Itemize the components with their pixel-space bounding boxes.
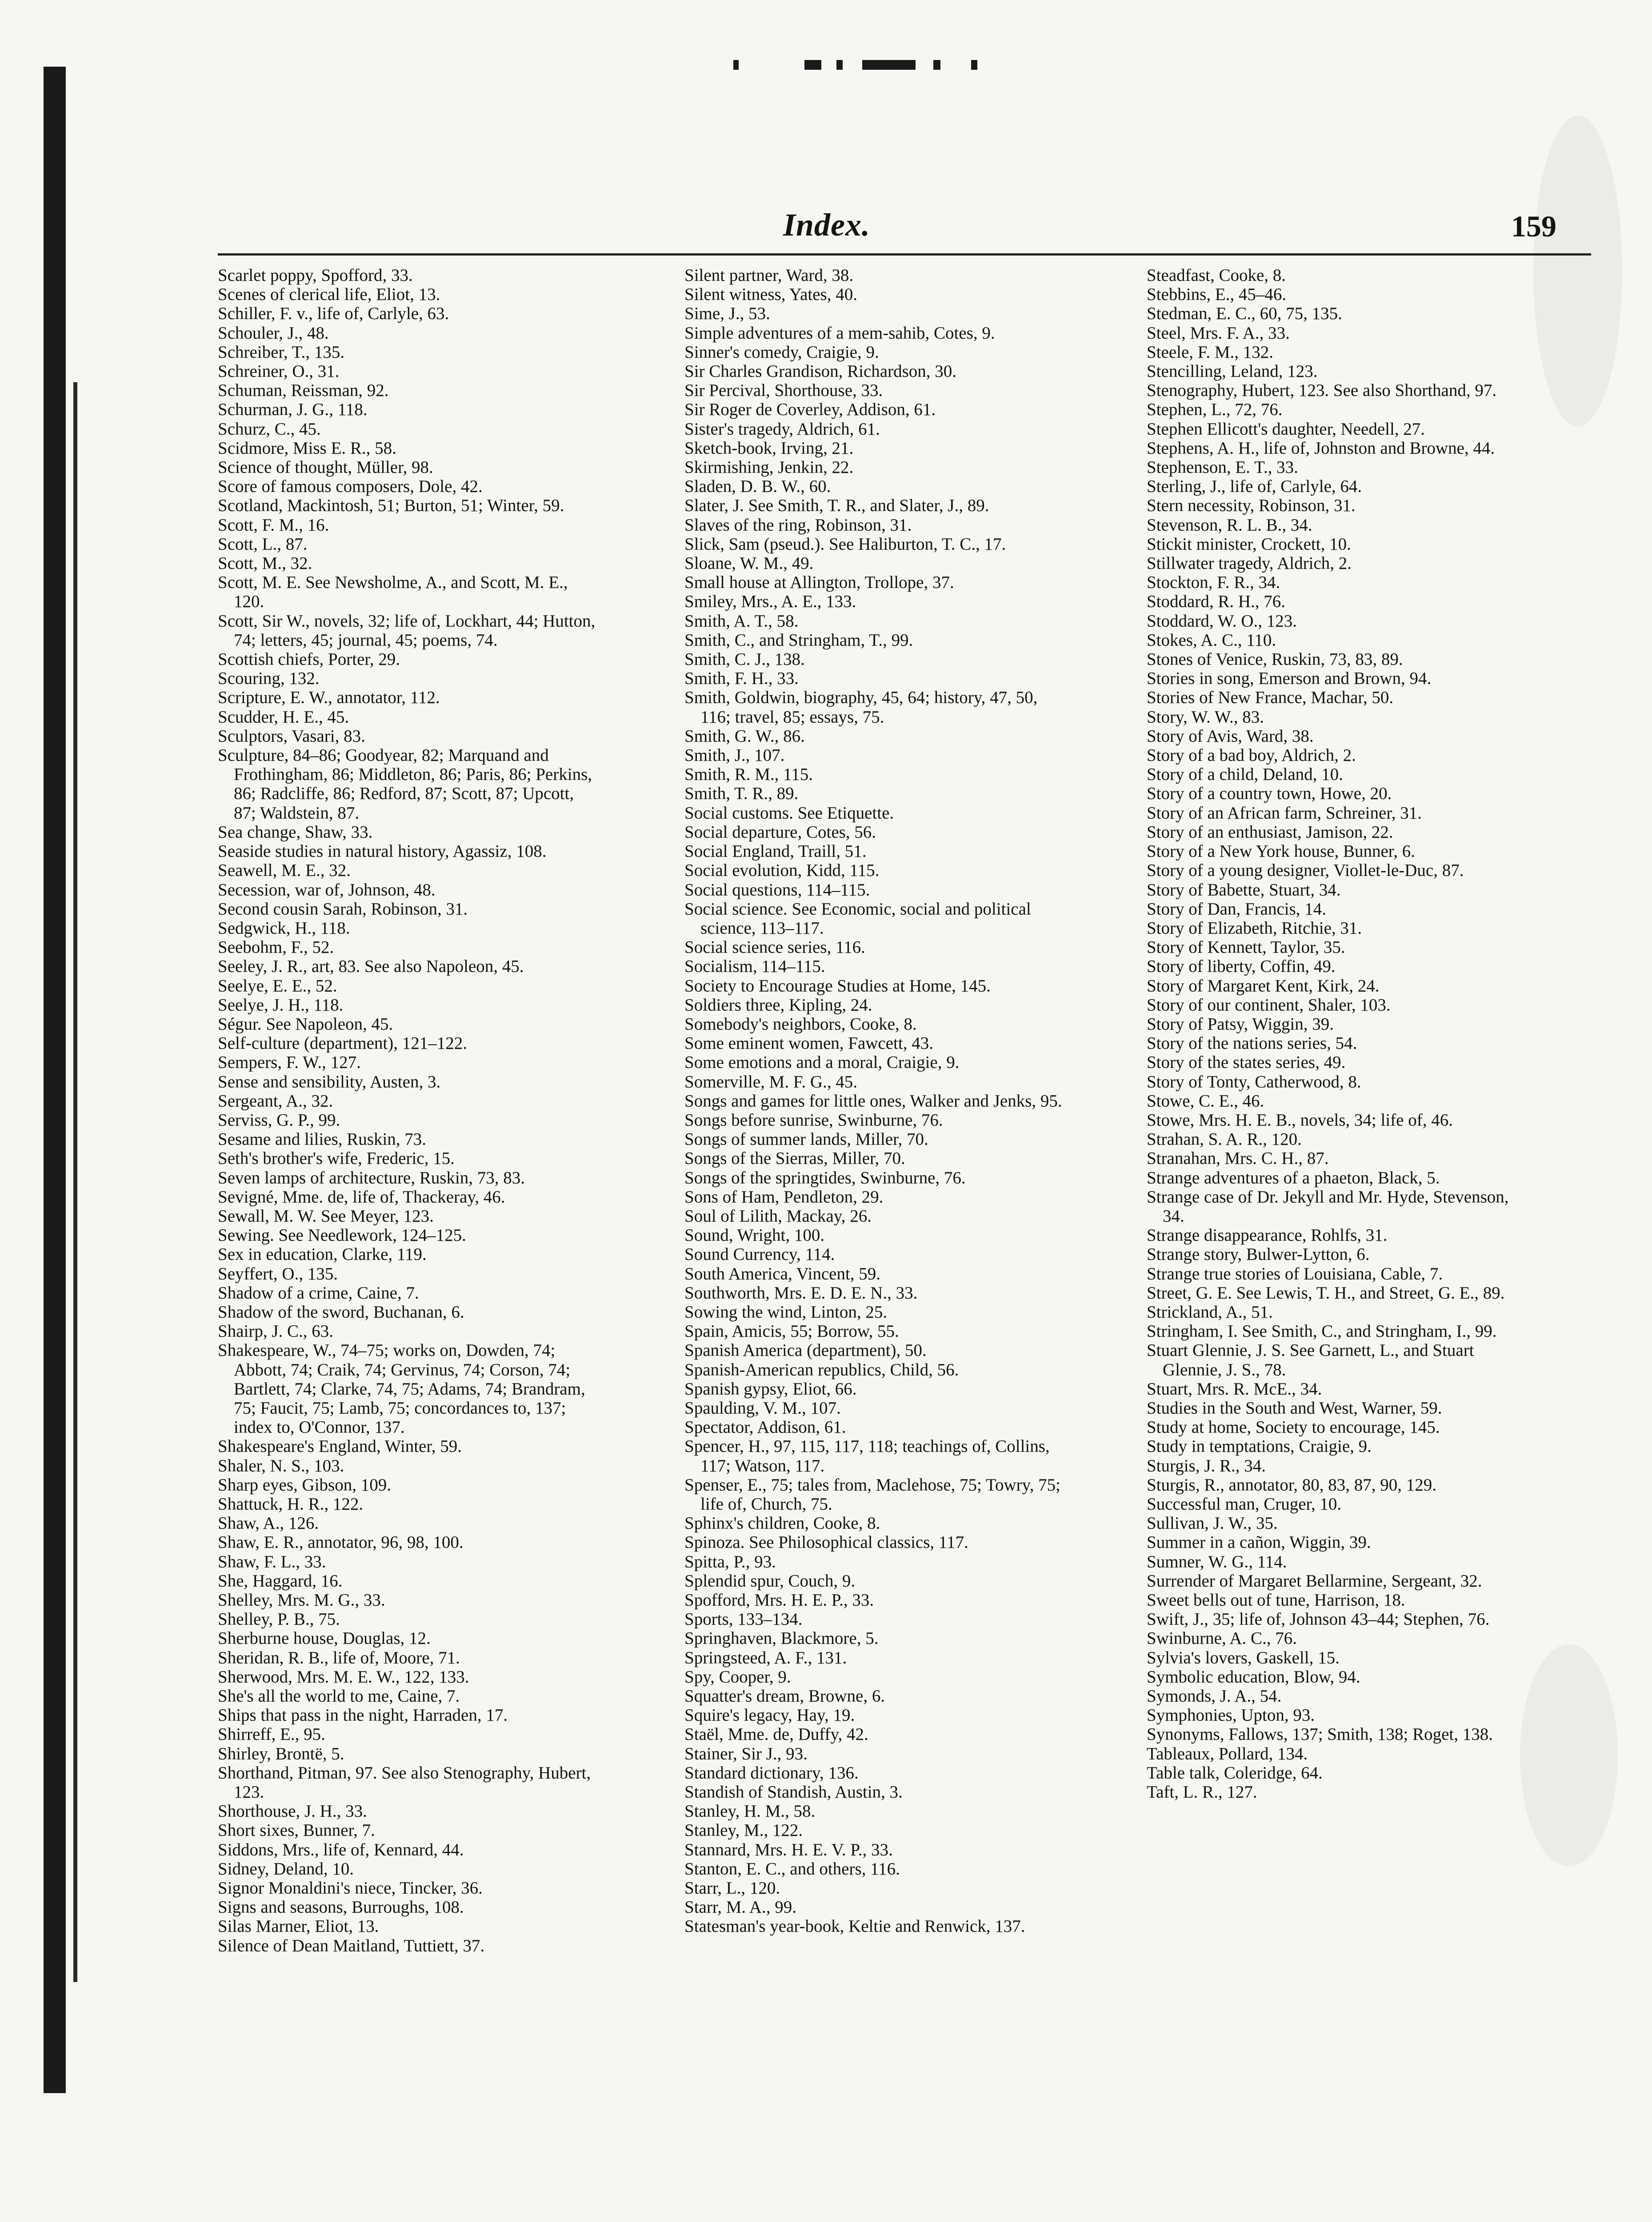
- index-entry: Short sixes, Bunner, 7.: [218, 1821, 375, 1840]
- index-entry: Spectator, Addison, 61.: [684, 1418, 846, 1437]
- index-entry: Stephen Ellicott's daughter, Needell, 27.: [1147, 419, 1425, 439]
- index-entry: Successful man, Cruger, 10.: [1147, 1495, 1342, 1514]
- index-entry: Sidney, Deland, 10.: [218, 1859, 354, 1878]
- index-entry: Stoddard, W. O., 123.: [1147, 611, 1297, 631]
- header-rule: [218, 253, 1591, 256]
- index-entry: Sculpture, 84–86; Goodyear, 82; Marquand and Frothingham, 86; Middleton, 86; Paris, 86; Perkins, 86; Radcliffe, 86; Redford, 87; Scott, 87; Upcott, 87; Waldstein, 87.: [218, 746, 592, 823]
- index-entry: Sinner's comedy, Craigie, 9.: [684, 342, 879, 362]
- index-entry: Smiley, Mrs., A. E., 133.: [684, 592, 856, 611]
- index-entry: Sewall, M. W. See Meyer, 123.: [218, 1206, 434, 1226]
- index-entry: Songs and games for little ones, Walker and Jenks, 95.: [684, 1091, 1062, 1111]
- index-entry: Sergeant, A., 32.: [218, 1091, 333, 1111]
- index-entry: Sterling, J., life of, Carlyle, 64.: [1147, 477, 1362, 496]
- index-entry: Shelley, Mrs. M. G., 33.: [218, 1591, 385, 1610]
- index-entry: Scotland, Mackintosh, 51; Burton, 51; Winter, 59.: [218, 496, 564, 516]
- index-entry: Scidmore, Miss E. R., 58.: [218, 438, 396, 458]
- index-entry: Sketch-book, Irving, 21.: [684, 438, 854, 458]
- index-entry: Study in temptations, Craigie, 9.: [1147, 1437, 1372, 1456]
- index-entry: Story of an enthusiast, Jamison, 22.: [1147, 822, 1393, 842]
- index-entry: Story of the states series, 49.: [1147, 1053, 1346, 1072]
- index-entry: Shelley, P. B., 75.: [218, 1610, 340, 1629]
- index-entry: Socialism, 114–115.: [684, 957, 825, 976]
- index-entry: Sheridan, R. B., life of, Moore, 71.: [218, 1648, 460, 1667]
- binding-edge-line: [73, 382, 77, 1982]
- index-entry: Swinburne, A. C., 76.: [1147, 1629, 1297, 1648]
- index-entry: Sea change, Shaw, 33.: [218, 822, 373, 842]
- index-entry: Summer in a cañon, Wiggin, 39.: [1147, 1533, 1371, 1552]
- index-entry: Story of liberty, Coffin, 49.: [1147, 957, 1336, 976]
- index-entry: Sedgwick, H., 118.: [218, 918, 350, 938]
- index-entry: Social departure, Cotes, 56.: [684, 822, 876, 842]
- index-entry: Scottish chiefs, Porter, 29.: [218, 650, 400, 669]
- index-entry: Spaulding, V. M., 107.: [684, 1398, 841, 1418]
- paper-stain: [1533, 116, 1622, 427]
- index-entry: Story of Kennett, Taylor, 35.: [1147, 938, 1345, 957]
- index-entry: Smith, Goldwin, biography, 45, 64; history, 47, 50, 116; travel, 85; essays, 75.: [684, 688, 1038, 727]
- index-entry: Seven lamps of architecture, Ruskin, 73, 83.: [218, 1168, 525, 1187]
- index-entry: Sons of Ham, Pendleton, 29.: [684, 1187, 884, 1207]
- print-registration-marks: [733, 60, 982, 70]
- index-entry: Scott, M., 32.: [218, 554, 312, 573]
- index-entry: Stencilling, Leland, 123.: [1147, 362, 1318, 381]
- index-entry: Scudder, H. E., 45.: [218, 707, 349, 727]
- index-entry: Silence of Dean Maitland, Tuttiett, 37.: [218, 1936, 485, 1955]
- index-entry: Table talk, Coleridge, 64.: [1147, 1763, 1323, 1782]
- index-entry: Stanton, E. C., and others, 116.: [684, 1859, 900, 1878]
- index-entry: She's all the world to me, Caine, 7.: [218, 1686, 460, 1706]
- index-entry: Songs of summer lands, Miller, 70.: [684, 1130, 928, 1149]
- index-entry: Shattuck, H. R., 122.: [218, 1495, 364, 1514]
- index-entry: Scott, F. M., 16.: [218, 515, 329, 535]
- index-entry: Stringham, I. See Smith, C., and Stringham, I., 99.: [1147, 1322, 1497, 1341]
- index-column-2: [684, 266, 1067, 1936]
- index-entry: Ships that pass in the night, Harraden, 17.: [218, 1706, 508, 1725]
- index-entry: Stephens, A. H., life of, Johnston and Browne, 44.: [1147, 438, 1495, 458]
- index-entry: Sound, Wright, 100.: [684, 1226, 825, 1245]
- index-entry: Social evolution, Kidd, 115.: [684, 861, 880, 880]
- index-entry: Southworth, Mrs. E. D. E. N., 33.: [684, 1283, 918, 1303]
- index-entry: Social science series, 116.: [684, 938, 865, 957]
- index-entry: Schouler, J., 48.: [218, 323, 329, 343]
- index-entry: Spy, Cooper, 9.: [684, 1667, 791, 1686]
- index-entry: Songs of the Sierras, Miller, 70.: [684, 1149, 905, 1168]
- index-entry: Tableaux, Pollard, 134.: [1147, 1744, 1308, 1763]
- index-entry: Stuart Glennie, J. S. See Garnett, L., and Stuart Glennie, J. S., 78.: [1147, 1341, 1474, 1379]
- index-entry: Sister's tragedy, Aldrich, 61.: [684, 419, 880, 439]
- index-entry: Squire's legacy, Hay, 19.: [684, 1706, 855, 1725]
- index-entry: Some emotions and a moral, Craigie, 9.: [684, 1053, 960, 1072]
- index-entry: Stanley, H. M., 58.: [684, 1802, 816, 1821]
- index-entry: Stones of Venice, Ruskin, 73, 83, 89.: [1147, 650, 1403, 669]
- index-entry: Seawell, M. E., 32.: [218, 861, 351, 880]
- index-entry: South America, Vincent, 59.: [684, 1264, 881, 1283]
- index-entry: Shorthand, Pitman, 97. See also Stenography, Hubert, 123.: [218, 1763, 591, 1802]
- index-entry: Strahan, S. A. R., 120.: [1147, 1130, 1302, 1149]
- index-entry: Smith, C., and Stringham, T., 99.: [684, 630, 913, 650]
- index-entry: Sir Charles Grandison, Richardson, 30.: [684, 362, 957, 381]
- index-entry: Smith, G. W., 86.: [684, 726, 805, 746]
- index-entry: Slick, Sam (pseud.). See Haliburton, T. C., 17.: [684, 534, 1006, 554]
- index-entry: Seyffert, O., 135.: [218, 1264, 338, 1283]
- index-entry: Ségur. See Napoleon, 45.: [218, 1014, 393, 1034]
- index-entry: Spanish gypsy, Eliot, 66.: [684, 1379, 857, 1399]
- index-entry: Sculptors, Vasari, 83.: [218, 726, 365, 746]
- index-entry: Serviss, G. P., 99.: [218, 1110, 340, 1130]
- index-entry: Starr, L., 120.: [684, 1878, 780, 1898]
- index-entry: Smith, F. H., 33.: [684, 669, 799, 688]
- index-entry: Sherburne house, Douglas, 12.: [218, 1629, 431, 1648]
- index-column-3: [1147, 266, 1529, 1802]
- index-entry: Spenser, E., 75; tales from, Maclehose, 75; Towry, 75; life of, Church, 75.: [684, 1475, 1060, 1514]
- index-entry: Story of a young designer, Viollet-le-Duc, 87.: [1147, 861, 1464, 880]
- index-entry: Sports, 133–134.: [684, 1610, 803, 1629]
- index-entry: Stannard, Mrs. H. E. V. P., 33.: [684, 1840, 893, 1859]
- index-entry: Signs and seasons, Burroughs, 108.: [218, 1898, 464, 1917]
- index-entry: Signor Monaldini's niece, Tincker, 36.: [218, 1878, 483, 1898]
- index-entry: Slater, J. See Smith, T. R., and Slater, J., 89.: [684, 496, 989, 516]
- index-entry: Sewing. See Needlework, 124–125.: [218, 1226, 466, 1245]
- index-entry: Story of a country town, Howe, 20.: [1147, 784, 1392, 803]
- index-entry: Strange true stories of Louisiana, Cable, 7.: [1147, 1264, 1443, 1283]
- index-entry: Slaves of the ring, Robinson, 31.: [684, 515, 912, 535]
- index-entry: Stern necessity, Robinson, 31.: [1147, 496, 1356, 516]
- index-entry: Spanish America (department), 50.: [684, 1341, 927, 1360]
- binding-edge-shadow: [44, 67, 66, 2093]
- index-entry: Steele, F. M., 132.: [1147, 342, 1274, 362]
- index-entry: Sense and sensibility, Austen, 3.: [218, 1072, 441, 1091]
- index-entry: Strange adventures of a phaeton, Black, 5.: [1147, 1168, 1440, 1187]
- index-entry: Symbolic education, Blow, 94.: [1147, 1667, 1360, 1686]
- index-entry: Springsteed, A. F., 131.: [684, 1648, 847, 1667]
- index-entry: She, Haggard, 16.: [218, 1571, 343, 1591]
- index-entry: Smith, A. T., 58.: [684, 611, 799, 631]
- index-entry: Scott, L., 87.: [218, 534, 308, 554]
- index-entry: Springhaven, Blackmore, 5.: [684, 1629, 879, 1648]
- index-entry: Standard dictionary, 136.: [684, 1763, 859, 1782]
- index-entry: Silas Marner, Eliot, 13.: [218, 1917, 379, 1936]
- index-entry: Stillwater tragedy, Aldrich, 2.: [1147, 554, 1352, 573]
- index-entry: Story of Elizabeth, Ritchie, 31.: [1147, 918, 1362, 938]
- index-entry: Stories in song, Emerson and Brown, 94.: [1147, 669, 1432, 688]
- page-title: Index.: [783, 207, 871, 243]
- index-entry: Seeley, J. R., art, 83. See also Napoleon, 45.: [218, 957, 524, 976]
- index-entry: Some eminent women, Fawcett, 43.: [684, 1034, 933, 1053]
- index-entry: Smith, C. J., 138.: [684, 650, 805, 669]
- index-entry: Shaw, A., 126.: [218, 1514, 319, 1533]
- index-entry: Story of Avis, Ward, 38.: [1147, 726, 1314, 746]
- index-entry: Story of our continent, Shaler, 103.: [1147, 995, 1391, 1015]
- index-entry: Stowe, Mrs. H. E. B., novels, 34; life of, 46.: [1147, 1110, 1453, 1130]
- index-entry: Scripture, E. W., annotator, 112.: [218, 688, 440, 707]
- index-entry: Secession, war of, Johnson, 48.: [218, 880, 436, 899]
- index-entry: Smith, R. M., 115.: [684, 765, 813, 784]
- index-entry: Strange case of Dr. Jekyll and Mr. Hyde, Stevenson, 34.: [1147, 1187, 1509, 1226]
- index-entry: Symonds, J. A., 54.: [1147, 1686, 1282, 1706]
- index-entry: Strange disappearance, Rohlfs, 31.: [1147, 1226, 1388, 1245]
- index-entry: Sound Currency, 114.: [684, 1245, 835, 1264]
- index-entry: Social questions, 114–115.: [684, 880, 870, 899]
- index-entry: Smith, J., 107.: [684, 746, 785, 765]
- page-number: 159: [1511, 209, 1556, 243]
- index-entry: Shorthouse, J. H., 33.: [218, 1802, 367, 1821]
- index-entry: Shaw, E. R., annotator, 96, 98, 100.: [218, 1533, 464, 1552]
- index-entry: Stokes, A. C., 110.: [1147, 630, 1276, 650]
- index-entry: Story of Margaret Kent, Kirk, 24.: [1147, 976, 1380, 995]
- index-entry: Stephen, L., 72, 76.: [1147, 400, 1283, 420]
- index-entry: Surrender of Margaret Bellarmine, Sergeant, 32.: [1147, 1571, 1482, 1591]
- index-entry: Steel, Mrs. F. A., 33.: [1147, 323, 1290, 343]
- index-entry: Sphinx's children, Cooke, 8.: [684, 1514, 880, 1533]
- index-entry: Spinoza. See Philosophical classics, 117.: [684, 1533, 968, 1552]
- index-entry: Spencer, H., 97, 115, 117, 118; teachings of, Collins, 117; Watson, 117.: [684, 1437, 1050, 1475]
- index-entry: Splendid spur, Couch, 9.: [684, 1571, 856, 1591]
- index-entry: Silent witness, Yates, 40.: [684, 285, 857, 304]
- index-entry: Schiller, F. v., life of, Carlyle, 63.: [218, 304, 449, 324]
- index-entry: Story of a child, Deland, 10.: [1147, 765, 1343, 784]
- index-entry: Synonyms, Fallows, 137; Smith, 138; Roget, 138.: [1147, 1725, 1493, 1744]
- index-entry: Sloane, W. M., 49.: [684, 554, 814, 573]
- index-entry: Stowe, C. E., 46.: [1147, 1091, 1264, 1111]
- index-entry: Spain, Amicis, 55; Borrow, 55.: [684, 1322, 899, 1341]
- index-entry: Stockton, F. R., 34.: [1147, 573, 1280, 592]
- index-entry: Social England, Traill, 51.: [684, 842, 867, 861]
- index-entry: Schurz, C., 45.: [218, 419, 321, 439]
- index-entry: Sowing the wind, Linton, 25.: [684, 1302, 888, 1322]
- index-entry: Stainer, Sir J., 93.: [684, 1744, 808, 1763]
- index-entry: Statesman's year-book, Keltie and Renwick, 137.: [684, 1917, 1025, 1936]
- index-entry: Sempers, F. W., 127.: [218, 1053, 361, 1072]
- index-entry: Sherwood, Mrs. M. E. W., 122, 133.: [218, 1667, 469, 1686]
- index-entry: Sex in education, Clarke, 119.: [218, 1245, 427, 1264]
- index-entry: Story, W. W., 83.: [1147, 707, 1264, 727]
- index-column-1: [218, 266, 600, 1955]
- index-entry: Story of Patsy, Wiggin, 39.: [1147, 1014, 1334, 1034]
- index-entry: Stebbins, E., 45–46.: [1147, 285, 1287, 304]
- index-entry: Schuman, Reissman, 92.: [218, 381, 389, 400]
- index-entry: Story of the nations series, 54.: [1147, 1034, 1357, 1053]
- index-entry: Stickit minister, Crockett, 10.: [1147, 534, 1351, 554]
- index-entry: Seelye, E. E., 52.: [218, 976, 337, 995]
- index-entry: Schreiner, O., 31.: [218, 362, 340, 381]
- index-entry: Society to Encourage Studies at Home, 145.: [684, 976, 991, 995]
- index-entry: Shakespeare's England, Winter, 59.: [218, 1437, 462, 1456]
- index-entry: Stevenson, R. L. B., 34.: [1147, 515, 1312, 535]
- index-entry: Sumner, W. G., 114.: [1147, 1552, 1287, 1571]
- index-entry: Scenes of clerical life, Eliot, 13.: [218, 285, 440, 304]
- index-entry: Skirmishing, Jenkin, 22.: [684, 458, 854, 477]
- index-entry: Somerville, M. F. G., 45.: [684, 1072, 858, 1091]
- index-entry: Smith, T. R., 89.: [684, 784, 799, 803]
- index-entry: Symphonies, Upton, 93.: [1147, 1706, 1315, 1725]
- index-entry: Soldiers three, Kipling, 24.: [684, 995, 872, 1015]
- index-entry: Songs before sunrise, Swinburne, 76.: [684, 1110, 943, 1130]
- index-entry: Small house at Allington, Trollope, 37.: [684, 573, 954, 592]
- paper-stain: [1520, 1644, 1618, 1866]
- index-entry: Shaler, N. S., 103.: [218, 1456, 344, 1475]
- index-entry: Sylvia's lovers, Gaskell, 15.: [1147, 1648, 1340, 1667]
- index-entry: Stranahan, Mrs. C. H., 87.: [1147, 1149, 1329, 1168]
- index-entry: Sir Roger de Coverley, Addison, 61.: [684, 400, 936, 420]
- index-entry: Scott, M. E. See Newsholme, A., and Scott, M. E., 120.: [218, 573, 568, 611]
- index-entry: Scarlet poppy, Spofford, 33.: [218, 266, 413, 285]
- index-entry: Social science. See Economic, social and political science, 113–117.: [684, 899, 1031, 938]
- index-entry: Standish of Standish, Austin, 3.: [684, 1782, 903, 1802]
- index-entry: Songs of the springtides, Swinburne, 76.: [684, 1168, 966, 1187]
- index-entry: Sullivan, J. W., 35.: [1147, 1514, 1278, 1533]
- index-entry: Stephenson, E. T., 33.: [1147, 458, 1298, 477]
- index-entry: Simple adventures of a mem-sahib, Cotes, 9.: [684, 323, 995, 343]
- index-entry: Stoddard, R. H., 76.: [1147, 592, 1285, 611]
- index-entry: Stedman, E. C., 60, 75, 135.: [1147, 304, 1342, 324]
- index-entry: Spofford, Mrs. H. E. P., 33.: [684, 1591, 874, 1610]
- index-entry: Story of Dan, Francis, 14.: [1147, 899, 1327, 919]
- index-entry: Spitta, P., 93.: [684, 1552, 776, 1571]
- index-entry: Swift, J., 35; life of, Johnson 43–44; Stephen, 76.: [1147, 1610, 1490, 1629]
- index-entry: Strange story, Bulwer-Lytton, 6.: [1147, 1245, 1370, 1264]
- index-entry: Shairp, J. C., 63.: [218, 1322, 334, 1341]
- index-entry: Sweet bells out of tune, Harrison, 18.: [1147, 1591, 1405, 1610]
- index-entry: Science of thought, Müller, 98.: [218, 458, 433, 477]
- index-entry: Story of Babette, Stuart, 34.: [1147, 880, 1341, 899]
- index-entry: Stanley, M., 122.: [684, 1821, 803, 1840]
- index-entry: Sevigné, Mme. de, life of, Thackeray, 46.: [218, 1187, 505, 1207]
- index-entry: Stuart, Mrs. R. McE., 34.: [1147, 1379, 1322, 1399]
- index-entry: Somebody's neighbors, Cooke, 8.: [684, 1014, 917, 1034]
- index-entry: Soul of Lilith, Mackay, 26.: [684, 1206, 872, 1226]
- index-entry: Shadow of the sword, Buchanan, 6.: [218, 1302, 464, 1322]
- index-entry: Strickland, A., 51.: [1147, 1302, 1273, 1322]
- index-entry: Shirley, Brontë, 5.: [218, 1744, 344, 1763]
- index-entry: Squatter's dream, Browne, 6.: [684, 1686, 885, 1706]
- index-entry: Story of a bad boy, Aldrich, 2.: [1147, 746, 1356, 765]
- index-entry: Sturgis, J. R., 34.: [1147, 1456, 1266, 1475]
- index-entry: Sir Percival, Shorthouse, 33.: [684, 381, 883, 400]
- index-entry: Silent partner, Ward, 38.: [684, 266, 854, 285]
- index-entry: Sesame and lilies, Ruskin, 73.: [218, 1130, 427, 1149]
- index-entry: Seebohm, F., 52.: [218, 938, 334, 957]
- index-entry: Taft, L. R., 127.: [1147, 1782, 1257, 1802]
- index-entry: Shirreff, E., 95.: [218, 1725, 325, 1744]
- index-entry: Sturgis, R., annotator, 80, 83, 87, 90, 129.: [1147, 1475, 1437, 1495]
- index-entry: Studies in the South and West, Warner, 59.: [1147, 1398, 1442, 1418]
- index-entry: Social customs. See Etiquette.: [684, 803, 894, 823]
- index-entry: Sime, J., 53.: [684, 304, 770, 324]
- index-entry: Self-culture (department), 121–122.: [218, 1034, 467, 1053]
- index-entry: Schurman, J. G., 118.: [218, 400, 368, 420]
- index-entry: Staël, Mme. de, Duffy, 42.: [684, 1725, 868, 1744]
- index-entry: Story of a New York house, Bunner, 6.: [1147, 842, 1415, 861]
- index-entry: Siddons, Mrs., life of, Kennard, 44.: [218, 1840, 464, 1859]
- index-entry: Starr, M. A., 99.: [684, 1898, 796, 1917]
- index-entry: Story of an African farm, Schreiner, 31.: [1147, 803, 1422, 823]
- index-entry: Stories of New France, Machar, 50.: [1147, 688, 1394, 707]
- index-entry: Study at home, Society to encourage, 145.: [1147, 1418, 1440, 1437]
- index-entry: Seth's brother's wife, Frederic, 15.: [218, 1149, 455, 1168]
- index-entry: Seelye, J. H., 118.: [218, 995, 344, 1015]
- index-entry: Street, G. E. See Lewis, T. H., and Street, G. E., 89.: [1147, 1283, 1505, 1303]
- index-entry: Story of Tonty, Catherwood, 8.: [1147, 1072, 1361, 1091]
- index-entry: Schreiber, T., 135.: [218, 342, 345, 362]
- index-entry: Scouring, 132.: [218, 669, 320, 688]
- index-entry: Seaside studies in natural history, Agassiz, 108.: [218, 842, 547, 861]
- index-entry: Shadow of a crime, Caine, 7.: [218, 1283, 419, 1303]
- index-entry: Stenography, Hubert, 123. See also Shorthand, 97.: [1147, 381, 1497, 400]
- index-entry: Shaw, F. L., 33.: [218, 1552, 326, 1571]
- index-entry: Second cousin Sarah, Robinson, 31.: [218, 899, 468, 919]
- index-entry: Score of famous composers, Dole, 42.: [218, 477, 483, 496]
- index-entry: Shakespeare, W., 74–75; works on, Dowden, 74; Abbott, 74; Craik, 74; Gervinus, 74; Corson, 74; Bartlett, 74; Clarke, 74, 75; Adams, 74; Brandram, 75; Faucit, 75; Lamb, 75; concordances to, 137; index to, O'Connor, 137.: [218, 1341, 585, 1437]
- index-entry: Sladen, D. B. W., 60.: [684, 477, 831, 496]
- index-entry: Steadfast, Cooke, 8.: [1147, 266, 1286, 285]
- index-entry: Sharp eyes, Gibson, 109.: [218, 1475, 391, 1495]
- index-entry: Scott, Sir W., novels, 32; life of, Lockhart, 44; Hutton, 74; letters, 45; journal, 45; poems, 74.: [218, 611, 596, 650]
- index-entry: Spanish-American republics, Child, 56.: [684, 1360, 959, 1379]
